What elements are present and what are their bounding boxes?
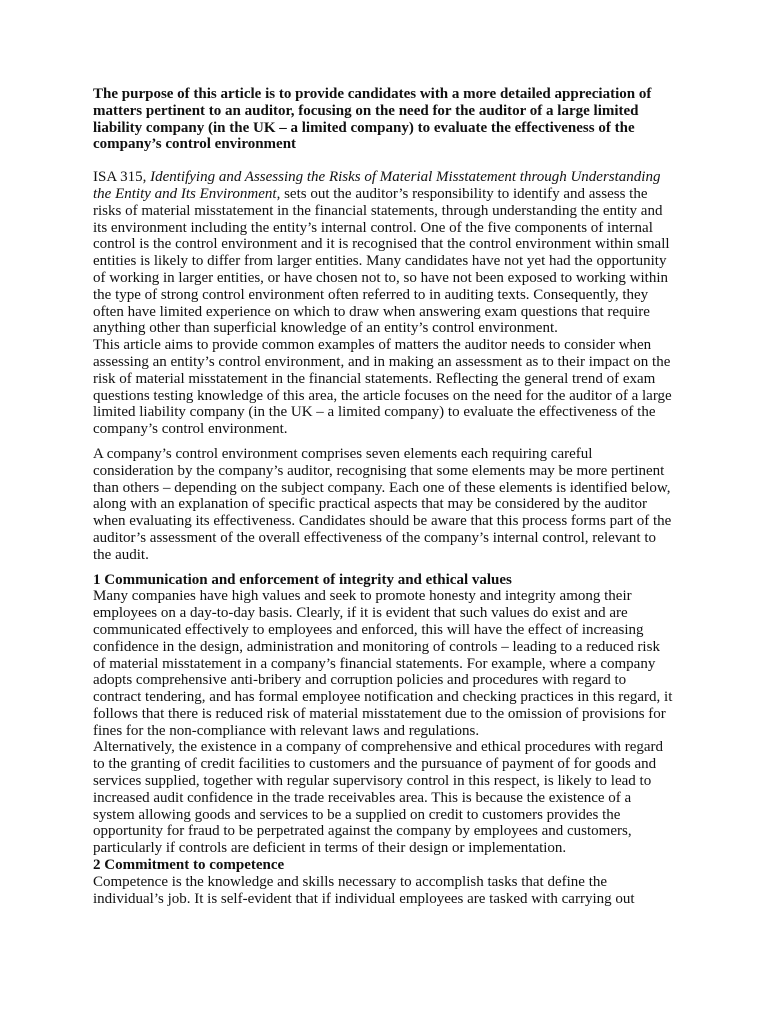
paragraph-control-environment: A company’s control environment comprises seven elements each requiring careful consideration by the company’s auditor, recognising that some elements may be more pertinent than others – depending on the subject company. Each one of these elements is identified below, along with an explanation of specific practical aspects that may be considered by the auditor when evaluating its effectiveness. Candidates should be aware that this process forms part of the auditor’s assessment of the overall effectiveness of the company’s internal control, relevant to the audit. — [93, 445, 672, 563]
section-heading-1: 1 Communication and enforcement of integrity and ethical values — [93, 571, 512, 588]
paragraph-credit-procedures: Alternatively, the existence in a company of comprehensive and ethical procedures with regard to the granting of credit facilities to customers and the pursuance of payment of for goods and services supplied, together with regular supervisory control in this respect, is likely to lead to increased audit confidence in the trade receivables area. This is because the existence of a system allowing goods and services to be a supplied on credit to customers provides the opportunity for fraud to be perpetrated against the company by employees and customers, particularly if controls are deficient in terms of their design or implementation. — [93, 739, 664, 857]
paragraph-integrity: Many companies have high values and seek to promote honesty and integrity among their employees on a day-to-day basis. Clearly, if it is evident that such values do exist and are communicated effectively to employees and enforced, this will have the effect of increasing confidence in the design, administration and monitoring of controls – leading to a reduced risk of material misstatement in a company’s financial statements. For example, where a company adopts comprehensive anti-bribery and corruption policies and procedures with regard to contract tendering, and has formal employee notification and checking practices in this regard, it follows that there is reduced risk of material misstatement due to the omission of provisions for fines for the non-compliance with relevant laws and regulations. — [93, 588, 673, 739]
paragraph-isa315-rest: , sets out the auditor’s responsibility to identify and assess the risks of material misstatement in the financial statements, through understanding the entity and its environment including the entity’s internal control. One of the five components of internal control is the control environment and it is recognised that the control environment within small entities is likely to differ from larger entities. Many candidates have not yet had the opportunity of working in larger entities, or have chosen not to, so have not been exposed to working within the type of strong control environment often referred to in auditing texts. Consequently, they often have limited experience on which to draw when answering exam questions that require anything other than superficial knowledge of an entity’s control environment. — [93, 185, 670, 337]
article-intro: The purpose of this article is to provide candidates with a more detailed appreciation of matters pertinent to an auditor, focusing on the need for the auditor of a large limited liability company (in the UK – a limited company) to evaluate the effectiveness of the company’s control environment — [93, 86, 652, 153]
section-heading-2: 2 Commitment to competence — [93, 857, 285, 874]
paragraph-competence: Competence is the knowledge and skills necessary to accomplish tasks that define the individual’s job. It is self-evident that if individual employees are tasked with carrying out — [93, 873, 635, 907]
paragraph-article-aims: This article aims to provide common examples of matters the auditor needs to consider when assessing an entity’s control environment, and in making an assessment as to their impact on the risk of material misstatement in the financial statements. Reflecting the general trend of exam questions testing knowledge of this area, the article focuses on the need for the auditor of a large limited liability company (in the UK – a limited company) to evaluate the effectiveness of the company’s control environment. — [93, 337, 672, 438]
paragraph-isa315 — [93, 169, 676, 337]
isa315-title: Identifying and Assessing the Risks of Material Misstatement through Understanding the Entity and Its Environment — [93, 169, 661, 202]
paragraph-isa315-prefix: ISA 315, — [93, 169, 151, 186]
article-body — [93, 86, 676, 907]
